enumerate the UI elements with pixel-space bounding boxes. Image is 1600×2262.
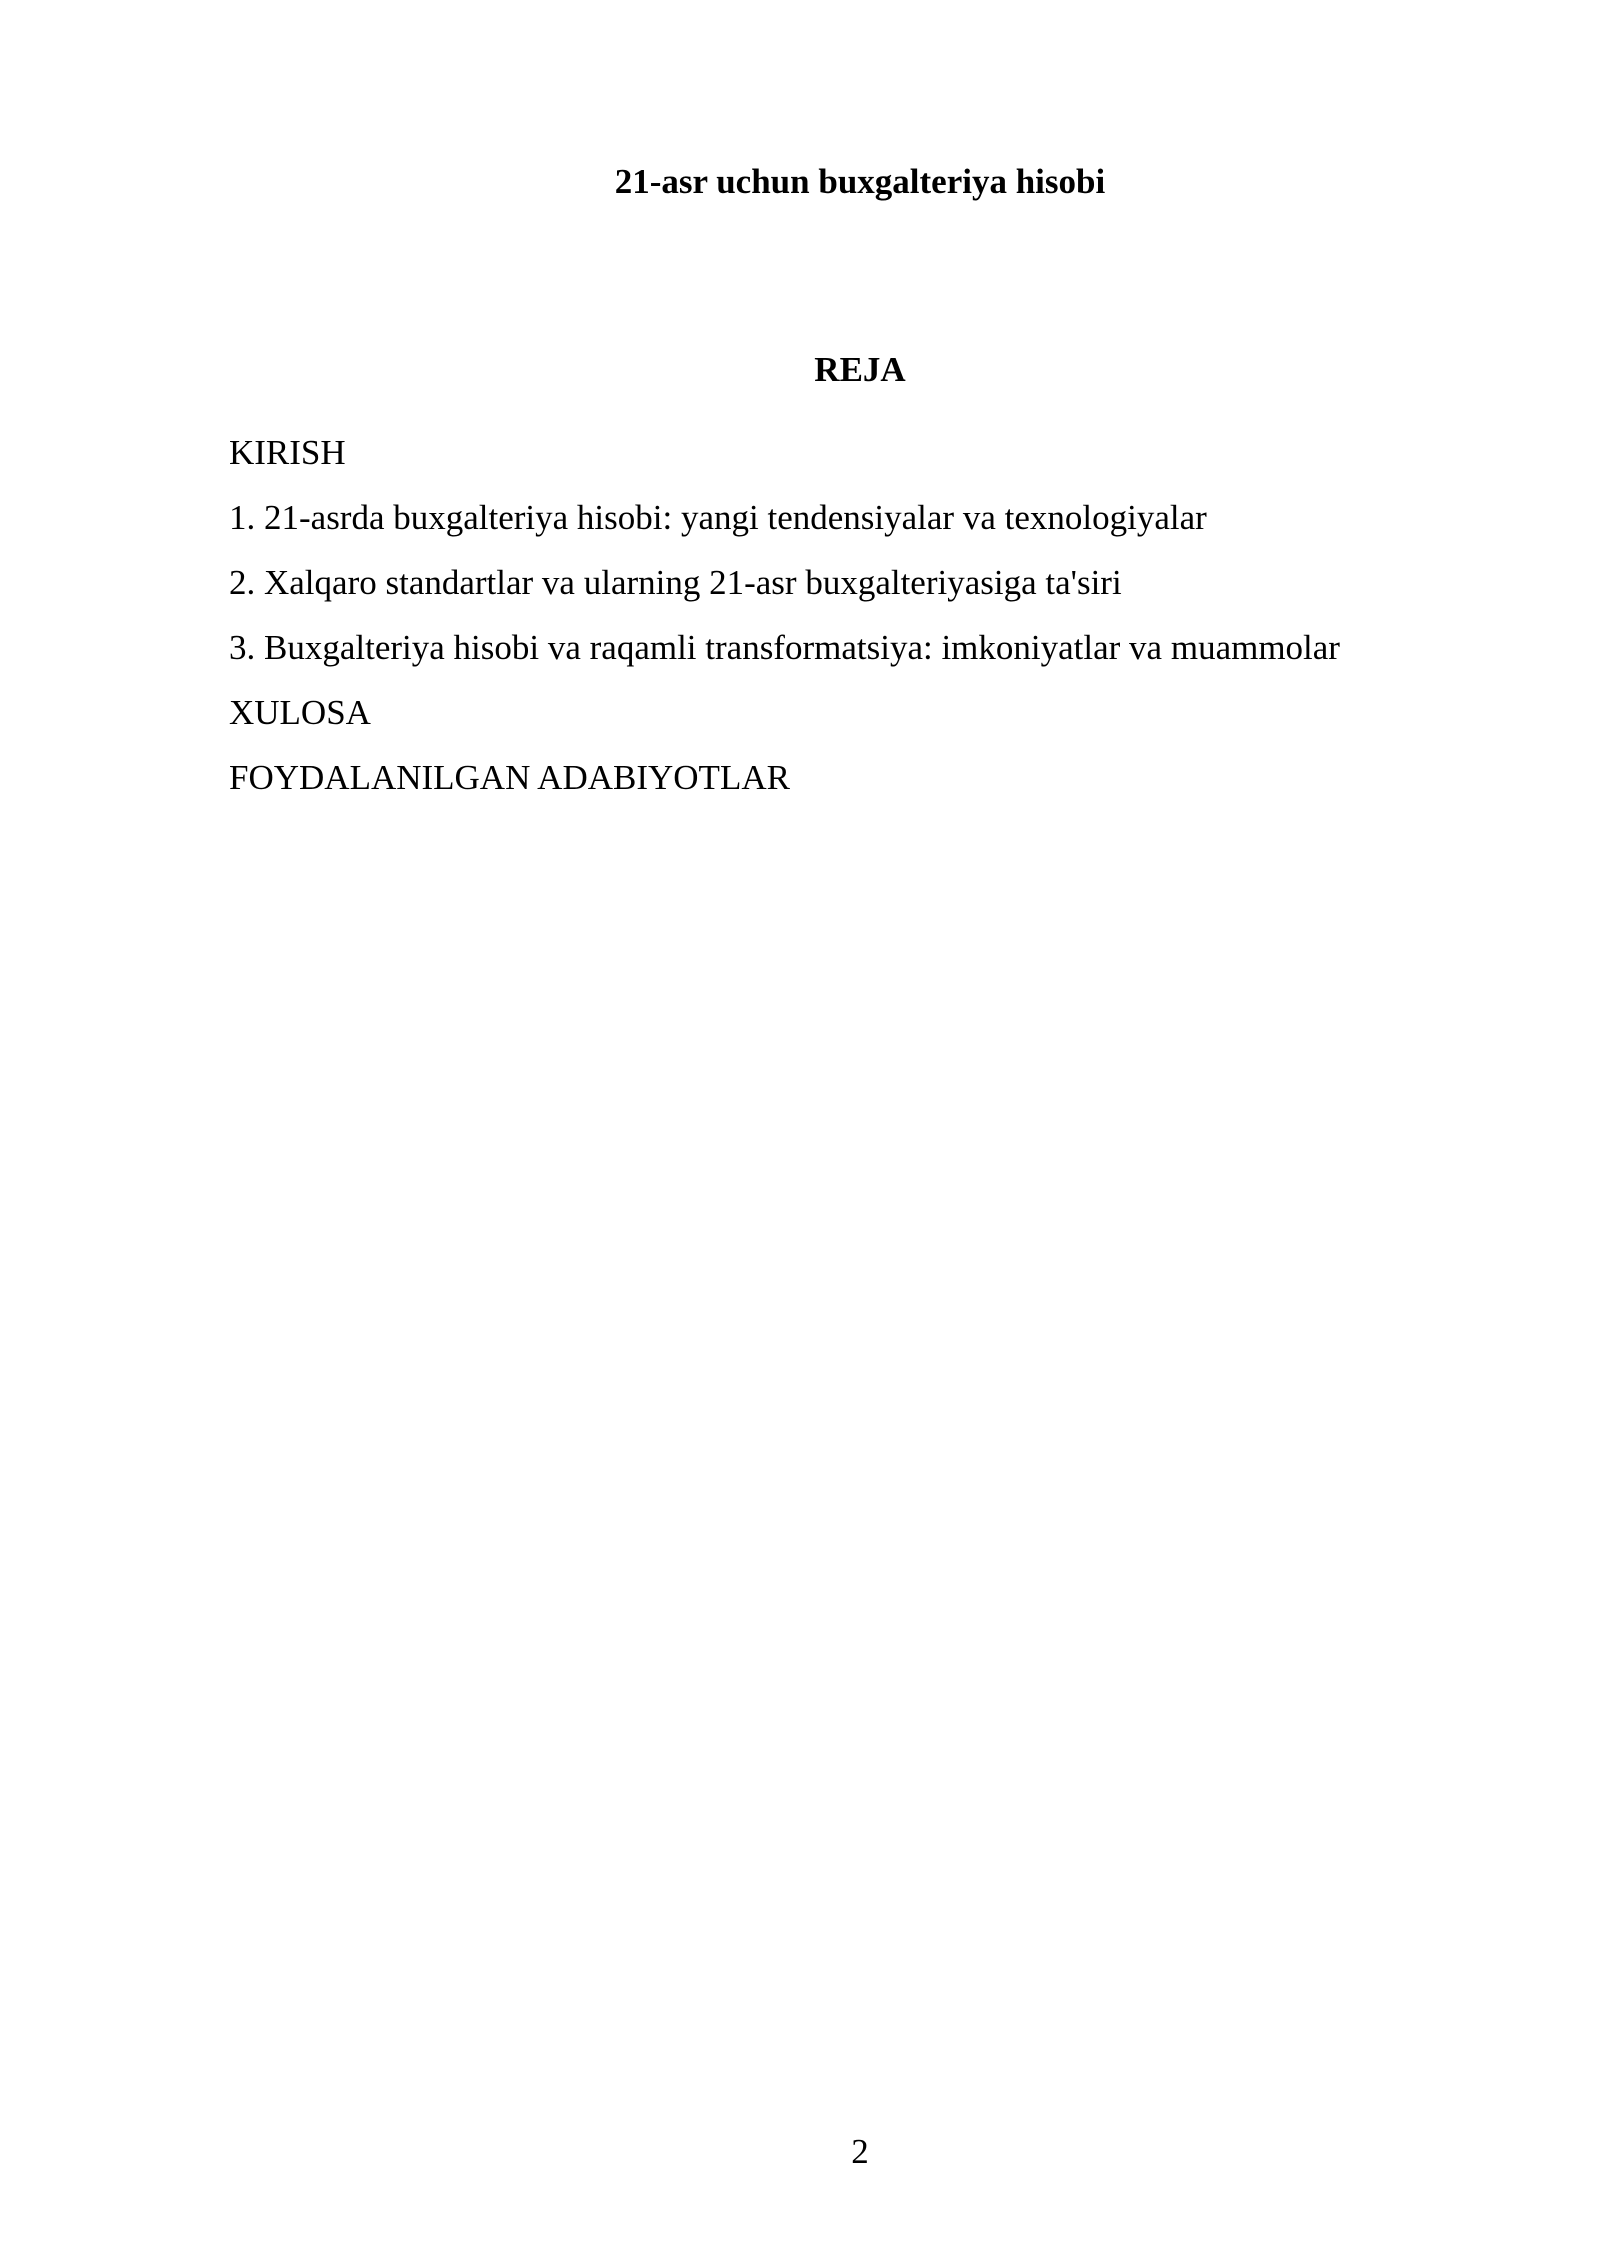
plan-item-section-3: 3. Buxgalteriya hisobi va raqamli transformatsiya: imkoniyatlar va muammolar bbox=[229, 628, 1340, 667]
plan-item-section-1: 1. 21-asrda buxgalteriya hisobi: yangi tendensiyalar va texnologiyalar bbox=[229, 498, 1207, 537]
document-title: 21-asr uchun buxgalteriya hisobi bbox=[614, 162, 1106, 201]
plan-list bbox=[229, 420, 1529, 810]
plan-item-conclusion: XULOSA bbox=[229, 693, 371, 732]
page-number: 2 bbox=[851, 2132, 869, 2171]
plan-item-references: FOYDALANILGAN ADABIYOTLAR bbox=[229, 758, 790, 797]
plan-heading: REJA bbox=[814, 350, 906, 389]
plan-item-introduction: KIRISH bbox=[229, 433, 346, 472]
plan-item-section-2: 2. Xalqaro standartlar va ularning 21-asr buxgalteriyasiga ta'siri bbox=[229, 563, 1122, 602]
